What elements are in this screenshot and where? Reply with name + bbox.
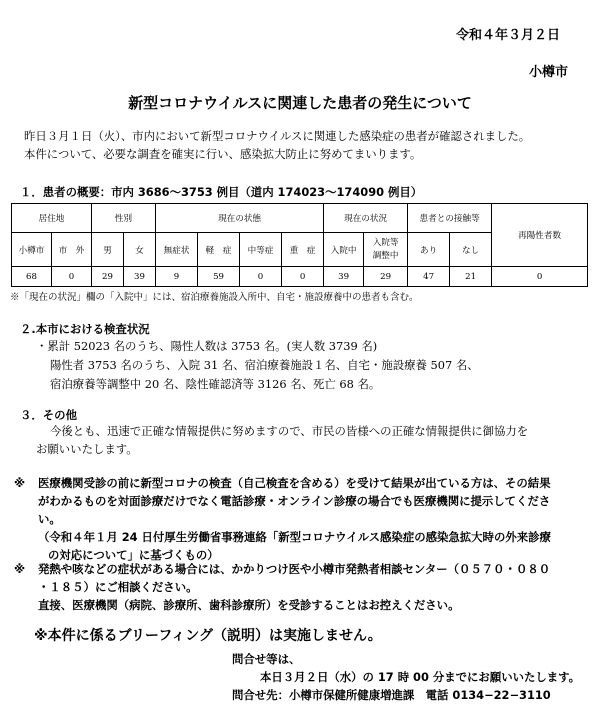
subheader-otaru: 小樽市 <box>12 233 52 267</box>
value-severe: 0 <box>282 267 324 287</box>
value-otaru: 68 <box>12 267 52 287</box>
section3-body <box>36 422 528 458</box>
subheader-outside: 市 外 <box>52 233 92 267</box>
note-test-results <box>14 474 551 564</box>
note-line: がわかるものを対面診療だけでなく電話診療・オンライン診療の場合でも医療機関に提示してくださ <box>38 494 551 508</box>
value-contact-no: 21 <box>450 267 492 287</box>
subheader-mild: 軽 症 <box>198 233 240 267</box>
note-mark: ※ <box>14 562 26 576</box>
note-line: （令和４年１月 24 日付厚生労働省事務連絡「新型コロナウイルス感染症の感染急拡大時の外来診療 <box>38 530 551 544</box>
header-condition: 現在の状態 <box>156 204 324 233</box>
value-hospitalized: 39 <box>324 267 364 287</box>
subheader-contact-no: なし <box>450 233 492 267</box>
section2-line: 宿泊療養等調整中 20 名、陰性確認済等 3126 名、死亡 68 名。 <box>50 377 381 391</box>
intro-line: 昨日３月１日（火）、市内において新型コロナウイルスに関連した感染症の患者が確認されました。 <box>24 129 531 143</box>
section2-line: 陽性者 3753 名のうち、入院 31 名、宿泊療養施設１名、自宅・施設療養 507 名、 <box>50 358 479 372</box>
value-outside: 0 <box>52 267 92 287</box>
value-asymptomatic: 9 <box>156 267 198 287</box>
note-line: ・１８５）にご相談ください。 <box>38 580 198 594</box>
section3-line: 今後とも、迅速で正確な情報提供に努めますので、市民の皆様への正確な情報提供に御協力を <box>50 424 529 438</box>
section1-title: １．患者の概要：市内 3686～3753 例目（道内 174023～174090 例目） <box>20 185 423 199</box>
section3-line: お願いいたします。 <box>36 442 138 456</box>
header-contact: 患者との接触等 <box>408 204 492 233</box>
intro-paragraph <box>24 127 530 163</box>
value-female: 39 <box>124 267 156 287</box>
section2-line: ・累計 52023 名のうち、陽性人数は 3753 名。(実人数 3739 名) <box>36 339 378 353</box>
value-moderate: 0 <box>240 267 282 287</box>
subheader-contact-yes: あり <box>408 233 450 267</box>
value-mild: 59 <box>198 267 240 287</box>
subheader-asymptomatic: 無症状 <box>156 233 198 267</box>
note-line: の対応について」に基づくもの） <box>48 548 219 562</box>
value-adjusting: 29 <box>364 267 408 287</box>
note-line: 直接、医療機関（病院、診療所、歯科診療所）を受診することはお控えください。 <box>38 598 460 612</box>
header-residence: 居住地 <box>12 204 92 233</box>
header-repositive: 再陽性者数 <box>492 204 588 267</box>
issuer-city: 小樽市 <box>528 65 568 80</box>
header-gender: 性別 <box>92 204 156 233</box>
subheader-female: 女 <box>124 233 156 267</box>
subheader-severe: 重 症 <box>282 233 324 267</box>
subheader-male: 男 <box>92 233 124 267</box>
subheader-moderate: 中等症 <box>240 233 282 267</box>
section3-title: ３．その他 <box>20 408 77 422</box>
value-contact-yes: 47 <box>408 267 450 287</box>
header-status: 現在の状況 <box>324 204 408 233</box>
document-date: 令和４年３月２日 <box>455 28 560 43</box>
contact-line: 問合せ先：小樽市保健所健康増進課 電話 0134−22−3110 <box>232 688 551 702</box>
note-mark: ※ <box>14 476 26 490</box>
briefing-notice: ※本件に係るブリーフィング（説明）は実施しません。 <box>34 628 382 644</box>
contact-info <box>232 650 580 704</box>
section2-title: ２.本市における検査状況 <box>20 322 150 336</box>
note-line: 発熱や咳などの症状がある場合には、かかりつけ医や小樽市発熱者相談センター（０５７０・０８０ <box>38 562 551 576</box>
page-title: 新型コロナウイルスに関連した患者の発生について <box>128 94 472 112</box>
section2-body <box>36 337 479 394</box>
note-fever-consultation <box>14 560 550 614</box>
value-repositive: 0 <box>492 267 588 287</box>
value-male: 29 <box>92 267 124 287</box>
note-line: い。 <box>38 512 61 526</box>
note-line: 医療機関受診の前に新型コロナの検査（自己検査を含める）を受けて結果が出ている方は、その結果 <box>38 476 551 490</box>
table-footnote: ※「現在の状況」欄の「入院中」には、宿泊療養施設入所中、自宅・施設療養中の患者も含む。 <box>10 292 419 303</box>
subheader-hospitalized: 入院中 <box>324 233 364 267</box>
subheader-adjusting: 入院等 調整中 <box>364 233 408 267</box>
patient-summary-table <box>11 203 588 287</box>
intro-line: 本件について、必要な調査を確実に行い、感染拡大防止に努めてまいります。 <box>24 147 422 161</box>
contact-line: 問合せ等は、 <box>232 652 301 666</box>
contact-line: 本日３月２日（水）の 17 時 00 分までにお願いいたします。 <box>260 670 581 684</box>
